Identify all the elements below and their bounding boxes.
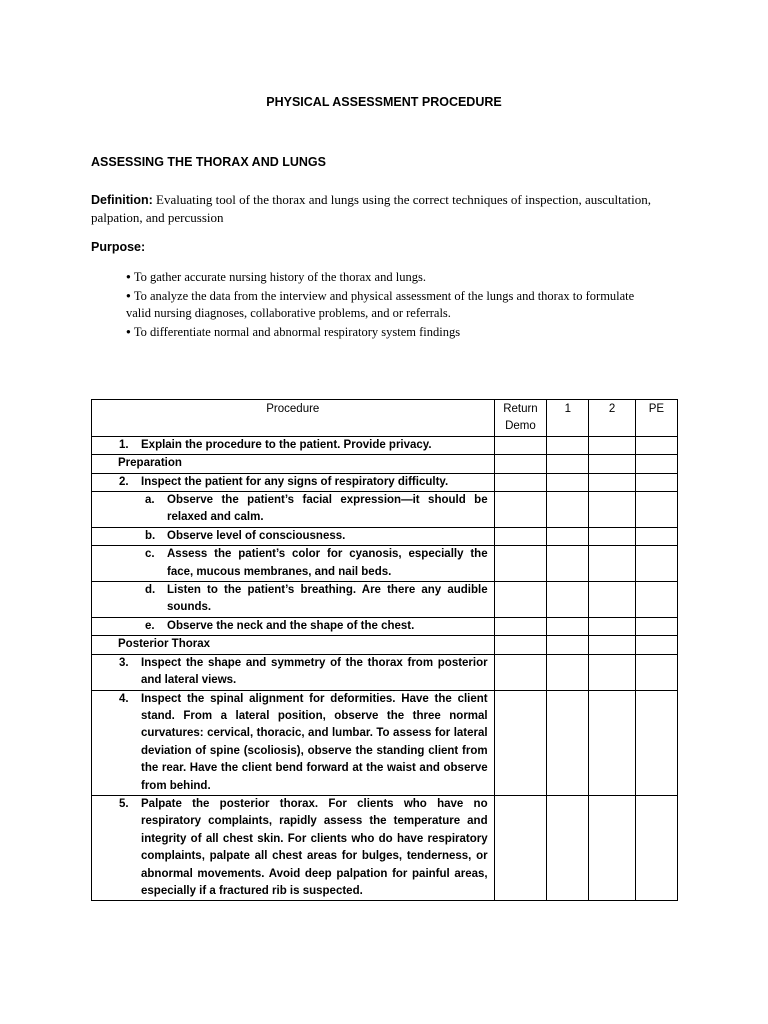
substep-text: Assess the patient’s color for cyanosis, especially the face, mucous membranes, and nail beds. bbox=[167, 548, 488, 578]
step-number: 1. bbox=[119, 438, 129, 451]
return-demo-cell[interactable] bbox=[494, 436, 547, 454]
purpose-list bbox=[126, 268, 646, 342]
pe-cell[interactable] bbox=[635, 636, 677, 654]
step-number: 5. bbox=[119, 797, 129, 810]
col-2-cell[interactable] bbox=[589, 492, 635, 528]
return-demo-cell[interactable] bbox=[494, 492, 547, 528]
table-row bbox=[92, 617, 678, 635]
step-text: Inspect the shape and symmetry of the thorax from posterior and lateral views. bbox=[141, 656, 488, 687]
table-row bbox=[92, 654, 678, 690]
table-row bbox=[92, 473, 678, 491]
substep-letter: c. bbox=[145, 548, 155, 561]
return-demo-cell[interactable] bbox=[494, 654, 547, 690]
purpose-item bbox=[126, 287, 646, 322]
step-text: Inspect the patient for any signs of respiratory difficulty. bbox=[141, 475, 449, 488]
step-number: 2. bbox=[119, 475, 129, 488]
col-1-cell[interactable] bbox=[547, 455, 589, 473]
col-2-cell[interactable] bbox=[589, 473, 635, 491]
col-2-cell[interactable] bbox=[589, 617, 635, 635]
substep-text: Observe the patient’s facial expression—it should be relaxed and calm. bbox=[167, 494, 488, 524]
substep-letter: d. bbox=[145, 584, 156, 597]
table-row bbox=[92, 527, 678, 545]
substep-text: Listen to the patient’s breathing. Are there any audible sounds. bbox=[167, 584, 488, 614]
step-number: 4. bbox=[119, 692, 129, 705]
col-2-cell[interactable] bbox=[589, 582, 635, 618]
definition-label: Definition: bbox=[91, 193, 153, 207]
step-text: Explain the procedure to the patient. Provide privacy. bbox=[141, 438, 432, 451]
step-text: Palpate the posterior thorax. For clients who have no respiratory complaints, rapidly assess the temperature and integrity of all chest skin. For clients who do have respiratory complaints, palpate all chest areas for bulges, tenderness, or abnormal movements. Avoid deep palpation for painful areas, especially if a fractured rib is suspected. bbox=[141, 797, 488, 897]
substep-text: Observe level of consciousness. bbox=[167, 529, 346, 542]
substep-letter: e. bbox=[145, 619, 155, 632]
col-1-cell[interactable] bbox=[547, 636, 589, 654]
col-1-cell[interactable] bbox=[547, 617, 589, 635]
pe-cell[interactable] bbox=[635, 582, 677, 618]
definition-text: Evaluating tool of the thorax and lungs using the correct techniques of inspection, auscultation, palpation, and percussion bbox=[91, 192, 652, 225]
return-demo-cell[interactable] bbox=[494, 473, 547, 491]
col-1-cell[interactable] bbox=[547, 473, 589, 491]
substep-letter: b. bbox=[145, 529, 156, 542]
header-pe: PE bbox=[635, 400, 677, 437]
return-demo-cell[interactable] bbox=[494, 795, 547, 900]
col-1-cell[interactable] bbox=[547, 690, 589, 795]
document-title: PHYSICAL ASSESSMENT PROCEDURE bbox=[266, 95, 502, 109]
col-1-cell[interactable] bbox=[547, 436, 589, 454]
pe-cell[interactable] bbox=[635, 436, 677, 454]
col-2-cell[interactable] bbox=[589, 527, 635, 545]
purpose-item bbox=[126, 268, 646, 286]
pe-cell[interactable] bbox=[635, 654, 677, 690]
return-demo-cell[interactable] bbox=[494, 546, 547, 582]
return-demo-cell[interactable] bbox=[494, 527, 547, 545]
pe-cell[interactable] bbox=[635, 473, 677, 491]
col-2-cell[interactable] bbox=[589, 546, 635, 582]
header-col-2: 2 bbox=[589, 400, 635, 437]
pe-cell[interactable] bbox=[635, 795, 677, 900]
table-row bbox=[92, 795, 678, 900]
col-1-cell[interactable] bbox=[547, 654, 589, 690]
col-2-cell[interactable] bbox=[589, 436, 635, 454]
col-1-cell[interactable] bbox=[547, 582, 589, 618]
header-procedure: Procedure bbox=[92, 400, 495, 437]
purpose-item-text: To analyze the data from the interview and physical assessment of the lungs and thorax to formulate valid nursing diagnoses, collaborative problems, and or referrals. bbox=[126, 289, 635, 320]
col-2-cell[interactable] bbox=[589, 654, 635, 690]
col-1-cell[interactable] bbox=[547, 546, 589, 582]
purpose-item-text: To differentiate normal and abnormal respiratory system findings bbox=[133, 325, 461, 339]
col-2-cell[interactable] bbox=[589, 455, 635, 473]
pe-cell[interactable] bbox=[635, 455, 677, 473]
pe-cell[interactable] bbox=[635, 492, 677, 528]
pe-cell[interactable] bbox=[635, 690, 677, 795]
table-row bbox=[92, 436, 678, 454]
col-2-cell[interactable] bbox=[589, 795, 635, 900]
section-heading-posterior-thorax: Posterior Thorax bbox=[92, 636, 495, 654]
col-1-cell[interactable] bbox=[547, 527, 589, 545]
section-heading-preparation: Preparation bbox=[92, 455, 495, 473]
step-text: Inspect the spinal alignment for deformities. Have the client stand. From a lateral position, observe the three normal curvatures: cervical, thoracic, and lumbar. To assess for lateral deviation of spine (scoliosis), observe the standing client from the rear. Have the client bend forward at the waist and observe from behind. bbox=[141, 692, 488, 792]
table-row bbox=[92, 546, 678, 582]
definition-paragraph bbox=[91, 191, 651, 227]
substep-letter: a. bbox=[145, 494, 155, 507]
header-return-demo: Return Demo bbox=[494, 400, 547, 437]
col-2-cell[interactable] bbox=[589, 636, 635, 654]
purpose-item-text: To gather accurate nursing history of the thorax and lungs. bbox=[133, 270, 426, 284]
return-demo-cell[interactable] bbox=[494, 636, 547, 654]
bullet-icon: ● bbox=[126, 272, 131, 281]
purpose-item bbox=[126, 323, 646, 341]
return-demo-cell[interactable] bbox=[494, 690, 547, 795]
table-row bbox=[92, 582, 678, 618]
return-demo-cell[interactable] bbox=[494, 582, 547, 618]
table-row bbox=[92, 690, 678, 795]
substep-text: Observe the neck and the shape of the chest. bbox=[167, 619, 415, 632]
table-row bbox=[92, 636, 678, 654]
return-demo-cell[interactable] bbox=[494, 617, 547, 635]
table-header-row bbox=[92, 400, 678, 437]
pe-cell[interactable] bbox=[635, 546, 677, 582]
table-row bbox=[92, 492, 678, 528]
col-1-cell[interactable] bbox=[547, 795, 589, 900]
step-number: 3. bbox=[119, 656, 129, 669]
pe-cell[interactable] bbox=[635, 617, 677, 635]
bullet-icon: ● bbox=[126, 327, 131, 336]
bullet-icon: ● bbox=[126, 291, 131, 300]
procedure-checklist-table bbox=[91, 399, 678, 901]
purpose-label: Purpose: bbox=[91, 240, 146, 254]
pe-cell[interactable] bbox=[635, 527, 677, 545]
col-2-cell[interactable] bbox=[589, 690, 635, 795]
section-title: ASSESSING THE THORAX AND LUNGS bbox=[91, 155, 326, 169]
return-demo-cell[interactable] bbox=[494, 455, 547, 473]
table-row bbox=[92, 455, 678, 473]
col-1-cell[interactable] bbox=[547, 492, 589, 528]
header-col-1: 1 bbox=[547, 400, 589, 437]
